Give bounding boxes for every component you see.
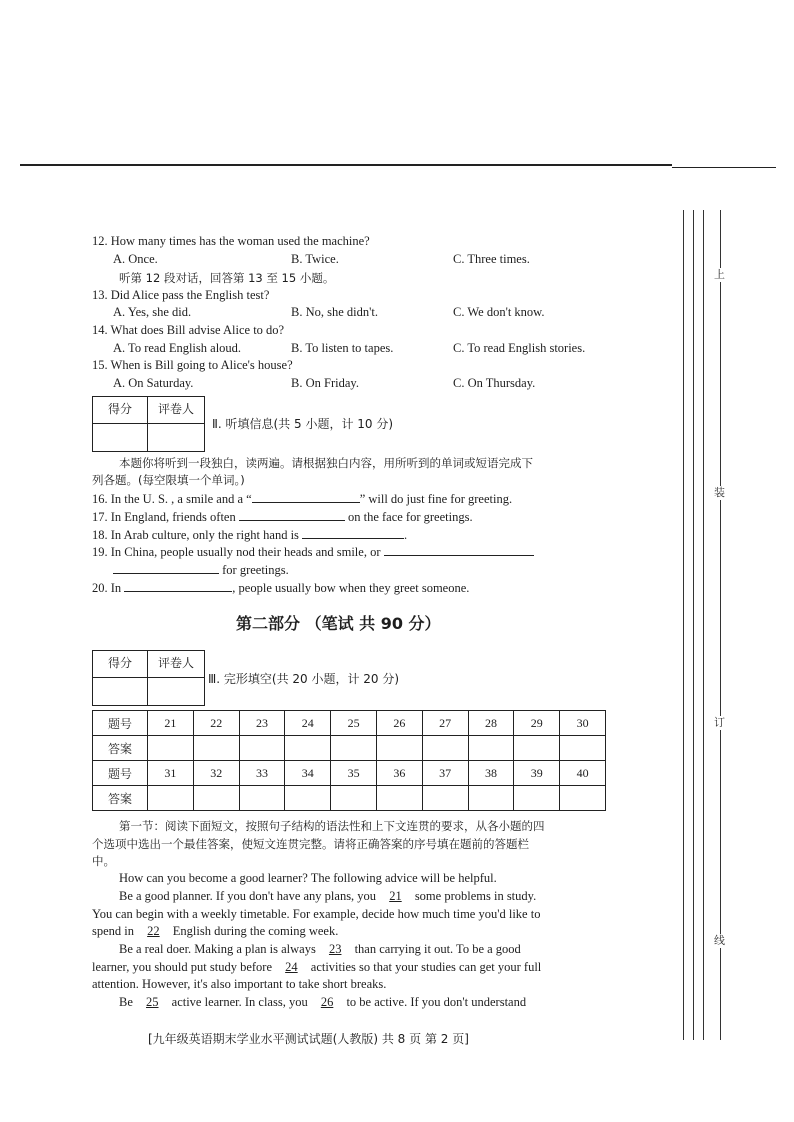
answer-cell[interactable] [148, 736, 194, 761]
number-cell: 23 [239, 711, 285, 736]
label-cell: 答案 [93, 786, 148, 811]
number-cell: 37 [422, 761, 468, 786]
grader-label: 评卷人 [148, 651, 204, 678]
passage-line-8: Be 25 active learner. In class, you 26 to be active. If you don't understand [119, 995, 527, 1009]
answer-cell[interactable] [376, 786, 422, 811]
number-cell: 24 [285, 711, 331, 736]
margin-line [693, 210, 694, 1040]
passage-line-4: spend in 22 English during the coming week. [92, 924, 339, 938]
score-box [92, 396, 205, 452]
q14-option-c: C. To read English stories. [453, 341, 586, 355]
q13-option-a: A. Yes, she did. [113, 305, 192, 319]
margin-line [683, 210, 684, 1040]
top-rule-right [672, 167, 776, 168]
part-2-heading: 第二部分 （笔试 共 90 分） [236, 614, 441, 633]
instruction-12: 听第 12 段对话，回答第 13 至 15 小题。 [119, 271, 335, 285]
answer-cell[interactable] [422, 736, 468, 761]
answer-blank-20[interactable] [124, 579, 232, 592]
answer-cell[interactable] [560, 786, 606, 811]
passage-intro-3: 中。 [92, 854, 115, 868]
table-row [93, 711, 606, 736]
q12-option-b: B. Twice. [291, 252, 339, 266]
question-17: 17. In England, friends often on the face for greetings. [92, 510, 473, 524]
question-14: 14. What does Bill advise Alice to do? [92, 323, 285, 337]
number-cell: 34 [285, 761, 331, 786]
passage-line-2: Be a good planner. If you don't have any plans, you 21 some problems in study. [119, 889, 537, 903]
number-cell: 30 [560, 711, 606, 736]
number-cell: 39 [514, 761, 560, 786]
question-16: 16. In the U. S. , a smile and a “ ” will do just fine for greeting. [92, 492, 513, 506]
answer-cell[interactable] [285, 736, 331, 761]
cloze-blank-24: 24 [285, 960, 298, 974]
table-row [93, 786, 606, 811]
score-label: 得分 [93, 651, 148, 678]
answer-cell[interactable] [193, 736, 239, 761]
margin-label: 订 [714, 716, 725, 729]
table-row [93, 736, 606, 761]
cloze-blank-25: 25 [146, 995, 159, 1009]
number-cell: 35 [331, 761, 377, 786]
answer-blank-18[interactable] [302, 526, 404, 539]
answer-cell[interactable] [468, 786, 514, 811]
q15-option-a: A. On Saturday. [113, 376, 194, 390]
answer-cell[interactable] [239, 736, 285, 761]
answer-cell[interactable] [331, 736, 377, 761]
score-field[interactable] [93, 424, 148, 451]
cloze-blank-21: 21 [389, 889, 402, 903]
passage-intro-1: 第一节：阅读下面短文，按照句子结构的语法性和上下文连贯的要求，从各小题的四 [119, 819, 545, 833]
answer-cell[interactable] [514, 786, 560, 811]
answer-cell[interactable] [514, 736, 560, 761]
q13-option-b: B. No, she didn't. [291, 305, 378, 319]
answer-blank-19b[interactable] [113, 561, 219, 574]
page-footer: [九年级英语期末学业水平测试试题(人教版) 共 8 页 第 2 页] [148, 1032, 469, 1046]
question-12: 12. How many times has the woman used the machine? [92, 234, 370, 248]
top-rule [20, 164, 672, 166]
answer-cell[interactable] [468, 736, 514, 761]
answer-cell[interactable] [239, 786, 285, 811]
number-cell: 28 [468, 711, 514, 736]
number-cell: 36 [376, 761, 422, 786]
cloze-blank-26: 26 [320, 995, 334, 1009]
q14-option-a: A. To read English aloud. [113, 341, 242, 355]
margin-line [703, 210, 704, 1040]
question-20: 20. In , people usually bow when they greet someone. [92, 581, 470, 595]
number-cell: 21 [148, 711, 194, 736]
question-18: 18. In Arab culture, only the right hand is . [92, 528, 408, 542]
answer-cell[interactable] [193, 786, 239, 811]
question-15: 15. When is Bill going to Alice's house? [92, 358, 293, 372]
answer-cell[interactable] [422, 786, 468, 811]
number-cell: 31 [148, 761, 194, 786]
margin-label: 装 [714, 486, 725, 499]
margin-line [720, 210, 721, 1040]
passage-line-6: learner, you should put study before 24 activities so that your studies can get your full [92, 960, 542, 974]
q14-option-b: B. To listen to tapes. [291, 341, 394, 355]
question-19: 19. In China, people usually nod their heads and smile, or [92, 543, 534, 560]
number-cell: 29 [514, 711, 560, 736]
label-cell: 题号 [93, 761, 148, 786]
margin-label: 线 [714, 934, 725, 947]
number-cell: 25 [331, 711, 377, 736]
passage-line-1: How can you become a good learner? The following advice will be helpful. [119, 871, 497, 885]
number-cell: 32 [193, 761, 239, 786]
q12-option-a: A. Once. [113, 252, 158, 266]
answer-cell[interactable] [560, 736, 606, 761]
margin-label: 上 [714, 268, 725, 281]
answer-blank-16[interactable] [252, 490, 360, 503]
section-3-title: Ⅲ. 完形填空(共 20 小题，计 20 分) [208, 672, 400, 686]
grader-label: 评卷人 [148, 397, 204, 424]
passage-line-3: You can begin with a weekly timetable. For example, decide how much time you'd like to [92, 907, 541, 921]
question-19-cont: for greetings. [113, 561, 289, 578]
q15-option-b: B. On Friday. [291, 376, 359, 390]
number-cell: 33 [239, 761, 285, 786]
answer-cell[interactable] [285, 786, 331, 811]
number-cell: 22 [193, 711, 239, 736]
passage-line-5: Be a real doer. Making a plan is always 23 than carrying it out. To be a good [119, 942, 521, 956]
label-cell: 题号 [93, 711, 148, 736]
score-box-2 [92, 650, 205, 706]
passage-intro-2: 个选项中选出一个最佳答案，使短文连贯完整。请将正确答案的序号填在题前的答题栏 [92, 837, 529, 851]
answer-blank-17[interactable] [239, 508, 345, 521]
answer-cell[interactable] [376, 736, 422, 761]
section-2-title: Ⅱ. 听填信息(共 5 小题，计 10 分) [212, 417, 394, 431]
answer-blank-19[interactable] [384, 543, 534, 556]
q12-option-c: C. Three times. [453, 252, 530, 266]
answer-cell[interactable] [331, 786, 377, 811]
answer-table [92, 710, 606, 811]
number-cell: 27 [422, 711, 468, 736]
question-13: 13. Did Alice pass the English test? [92, 288, 270, 302]
table-row [93, 761, 606, 786]
cloze-blank-23: 23 [328, 942, 342, 956]
q15-option-c: C. On Thursday. [453, 376, 536, 390]
section-2-intro-2: 列各题。(每空限填一个单词。) [92, 473, 245, 487]
score-field[interactable] [93, 678, 148, 705]
q13-option-c: C. We don't know. [453, 305, 545, 319]
number-cell: 26 [376, 711, 422, 736]
answer-cell[interactable] [148, 786, 194, 811]
score-label: 得分 [93, 397, 148, 424]
number-cell: 38 [468, 761, 514, 786]
number-cell: 40 [560, 761, 606, 786]
section-2-intro-1: 本题你将听到一段独白，读两遍。请根据独白内容，用所听到的单词或短语完成下 [119, 456, 533, 470]
cloze-blank-22: 22 [147, 924, 160, 938]
label-cell: 答案 [93, 736, 148, 761]
passage-line-7: attention. However, it's also important to take short breaks. [92, 977, 387, 991]
